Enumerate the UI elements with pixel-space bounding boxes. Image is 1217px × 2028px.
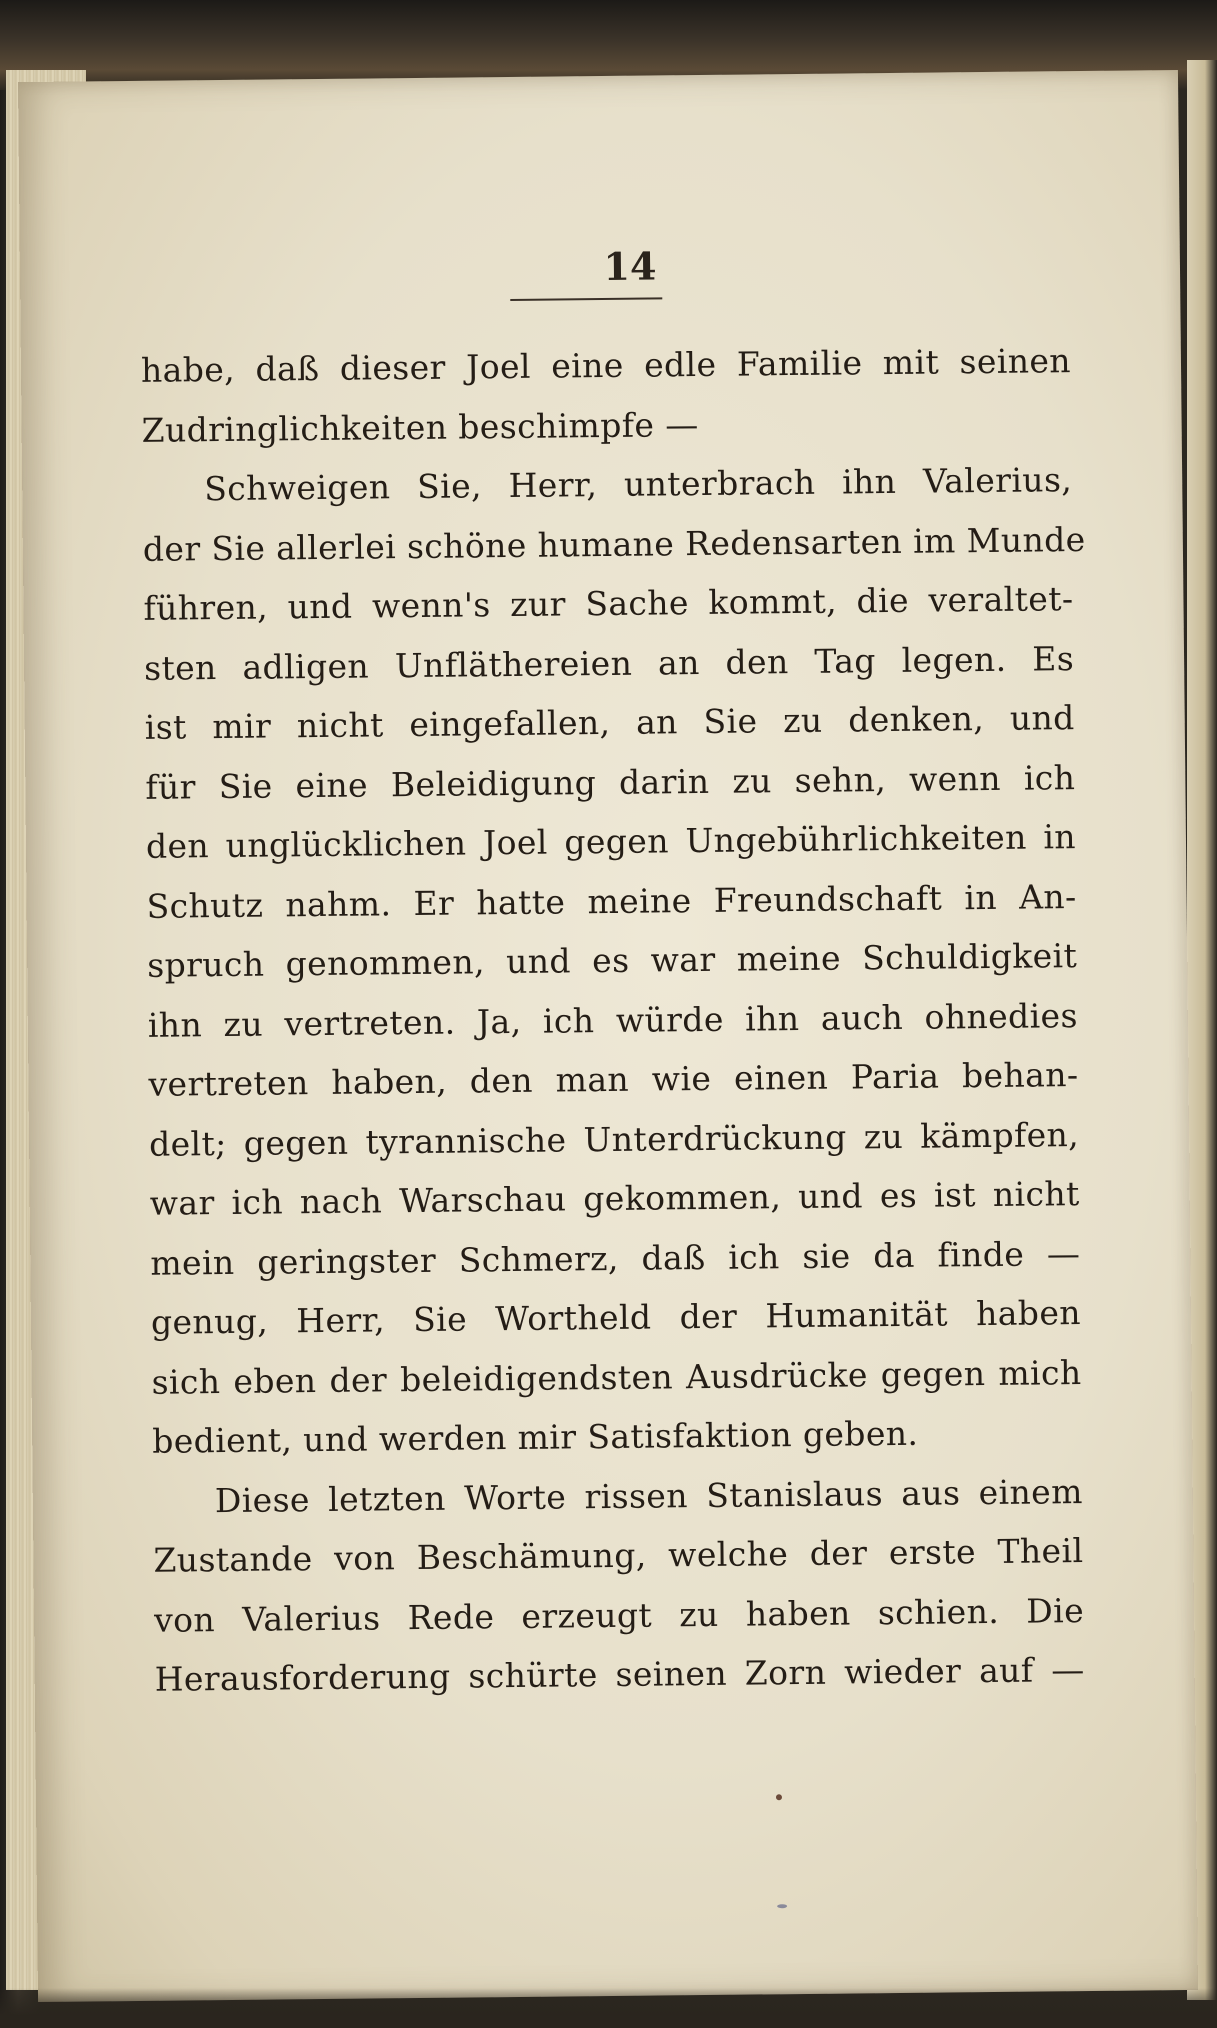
text-line: spruch genommen, und es war meine Schuldigkeit <box>147 936 1078 985</box>
header-rule <box>510 297 662 301</box>
paper-speck <box>776 1794 782 1800</box>
text-line: vertreten haben, den man wie einen Paria behan- <box>148 1055 1079 1104</box>
text-line: mein geringster Schmerz, daß ich sie da finde — <box>150 1233 1081 1283</box>
text-line: Schutz nahm. Er hatte meine Freundschaft in An- <box>146 876 1077 926</box>
page-number: 14 <box>603 243 657 290</box>
text-line: Herausforderung schürte seinen Zorn wieder auf — <box>154 1650 1085 1699</box>
text-line: war ich nach Warschau gekommen, und es ist nicht <box>149 1174 1080 1223</box>
text-line: ihn zu vertreten. Ja, ich würde ihn auch ohnedies <box>147 995 1079 1045</box>
text-line: genug, Herr, Sie Wortheld der Humanität haben <box>150 1293 1082 1342</box>
text-line: Schweigen Sie, Herr, unterbrach ihn Valerius, <box>204 460 1073 509</box>
text-line: der Sie allerlei schöne humane Redensarten im Munde <box>142 519 1086 569</box>
text-line: führen, und wenn's zur Sache kommt, die veraltet- <box>143 579 1074 628</box>
text-line: sich eben der beleidigendsten Ausdrücke gegen mich <box>151 1352 1082 1402</box>
text-line: bedient, und werden mir Satisfaktion geben. <box>152 1413 919 1461</box>
text-line: von Valerius Rede erzeugt zu haben schien. Die <box>153 1590 1085 1640</box>
text-line: den unglücklichen Joel gegen Ungebührlichkeiten in <box>145 817 1077 866</box>
book-page <box>18 70 1198 2002</box>
text-line: sten adligen Unfläthereien an den Tag legen. Es <box>143 638 1075 688</box>
book-bottom-edge <box>0 1988 1217 2028</box>
text-line: delt; gegen tyrannische Unterdrückung zu kämpfen, <box>148 1114 1080 1164</box>
text-line: Zudringlichkeiten beschimpfe — <box>141 404 699 450</box>
text-line: Diese letzten Worte rissen Stanislaus aus einem <box>214 1471 1083 1520</box>
body-text <box>141 331 1085 1709</box>
text-line: Zustande von Beschämung, welche der erste Theil <box>153 1531 1084 1580</box>
text-line: für Sie eine Beleidigung darin zu sehn, wenn ich <box>145 757 1076 807</box>
paper-speck <box>777 1904 787 1908</box>
text-line: habe, daß dieser Joel eine edle Familie mit seinen <box>140 341 1072 390</box>
text-line: ist mir nicht eingefallen, an Sie zu denken, und <box>144 698 1075 747</box>
